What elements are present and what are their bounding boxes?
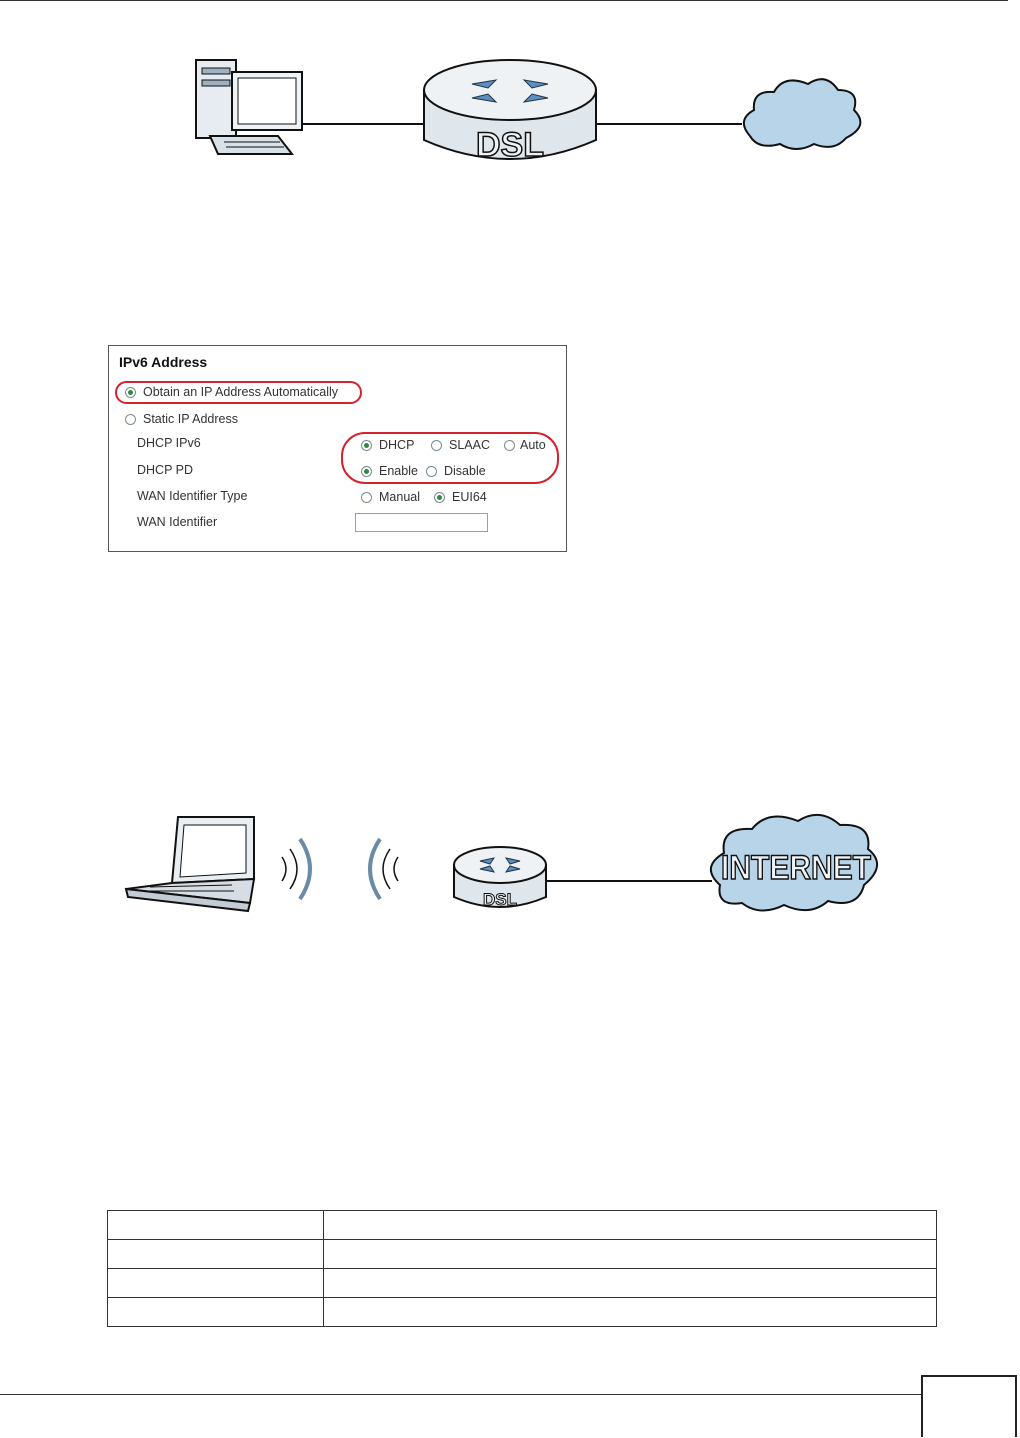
obtain-auto-radio[interactable] xyxy=(125,387,136,398)
network-diagram-wired xyxy=(180,50,870,175)
table-row xyxy=(108,1298,937,1327)
ipv6-address-panel xyxy=(108,345,567,552)
cloud-label: INTERNET xyxy=(721,849,872,887)
table-cell xyxy=(324,1298,937,1327)
dsl-router-icon xyxy=(424,60,596,164)
wan-id-label: WAN Identifier xyxy=(137,515,218,529)
dhcp-pd-label: DHCP PD xyxy=(137,463,194,477)
info-table xyxy=(107,1210,937,1327)
wan-id-type-label: WAN Identifier Type xyxy=(137,489,248,503)
auto-option-label: Auto xyxy=(520,438,546,452)
footer-rule xyxy=(0,1394,921,1395)
panel-title: IPv6 Address xyxy=(119,354,208,370)
desktop-computer-icon xyxy=(196,60,302,154)
header-rule xyxy=(0,0,1008,1)
table-cell xyxy=(324,1211,937,1240)
dhcp-option-label: DHCP xyxy=(379,438,415,452)
dsl-router-icon xyxy=(454,847,546,909)
table-row xyxy=(108,1240,937,1269)
static-ip-label: Static IP Address xyxy=(143,412,238,426)
wan-id-input[interactable] xyxy=(355,513,488,532)
eui64-option-label: EUI64 xyxy=(452,490,487,504)
table-cell xyxy=(324,1269,937,1298)
router-label: DSL xyxy=(483,890,517,909)
table-row xyxy=(108,1211,937,1240)
slaac-radio[interactable] xyxy=(431,440,442,451)
laptop-icon xyxy=(126,817,254,911)
table-row xyxy=(108,1269,937,1298)
internet-cloud-icon xyxy=(711,815,877,911)
table-cell xyxy=(108,1240,324,1269)
dhcp-radio[interactable] xyxy=(361,440,372,451)
manual-option-label: Manual xyxy=(379,490,420,504)
table-cell xyxy=(324,1240,937,1269)
disable-option-label: Disable xyxy=(444,464,486,478)
obtain-auto-label: Obtain an IP Address Automatically xyxy=(143,385,339,399)
network-diagram-wireless xyxy=(120,805,890,925)
router-label: DSL xyxy=(476,126,544,164)
table-cell xyxy=(108,1211,324,1240)
wireless-signal-icon xyxy=(282,839,398,899)
cloud-icon xyxy=(744,79,861,149)
table-cell xyxy=(108,1269,324,1298)
slaac-option-label: SLAAC xyxy=(449,438,490,452)
enable-radio[interactable] xyxy=(361,466,372,477)
eui64-radio[interactable] xyxy=(434,492,445,503)
static-ip-radio[interactable] xyxy=(125,414,136,425)
manual-radio[interactable] xyxy=(361,492,372,503)
enable-option-label: Enable xyxy=(379,464,418,478)
disable-radio[interactable] xyxy=(426,466,437,477)
dhcp-ipv6-label: DHCP IPv6 xyxy=(137,436,201,450)
table-cell xyxy=(108,1298,324,1327)
page-number-box xyxy=(921,1375,1017,1437)
auto-radio[interactable] xyxy=(504,440,515,451)
